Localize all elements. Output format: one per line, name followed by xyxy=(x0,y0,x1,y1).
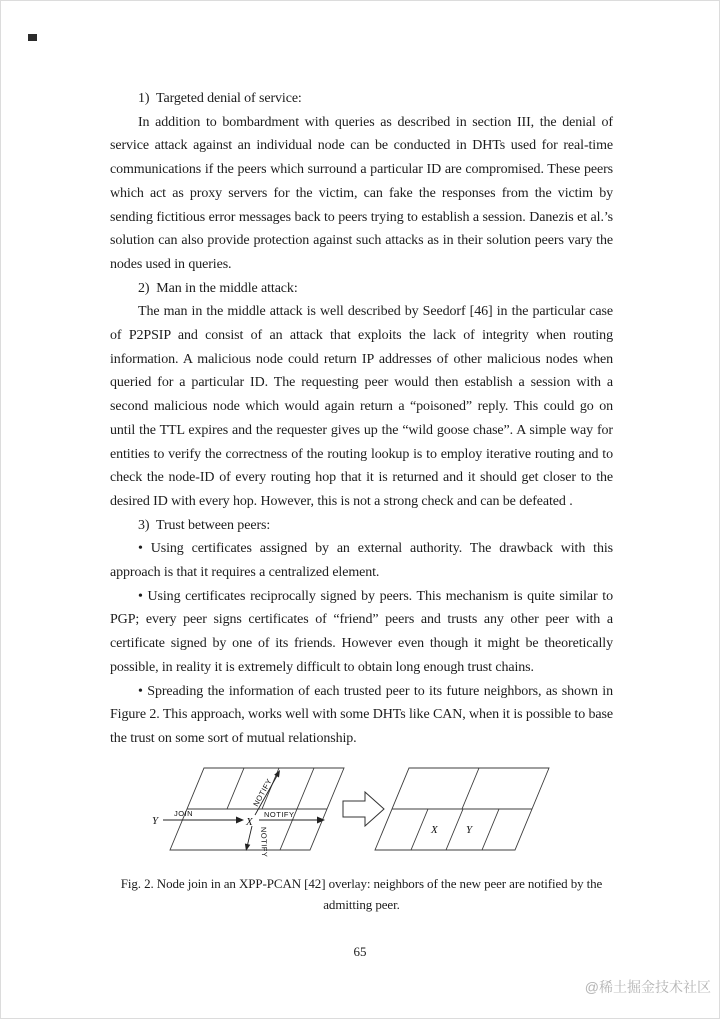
transition-arrow-icon xyxy=(343,792,384,826)
right-grid-x-label: X xyxy=(430,823,438,836)
section-heading-3: 3) Trust between peers: xyxy=(138,517,271,533)
bullet-item-3: • Spreading the information of each trusted peer to its future neighbors, as shown in Figure 2. This approach, works well with some DHTs like CAN, when it is possible to base the trust on some sort of mutual relationship. xyxy=(110,683,613,746)
page-body xyxy=(110,87,613,915)
can-overlay-diagram xyxy=(147,763,577,863)
section-heading-2: 2) Man in the middle attack: xyxy=(138,280,298,296)
figure-2 xyxy=(110,763,613,915)
notify-right-label: NOTIFY xyxy=(263,809,294,819)
page-number: 65 xyxy=(353,944,367,959)
scan-artifact-icon xyxy=(28,34,37,41)
right-can-grid xyxy=(375,768,549,850)
notify-down-label: NOTIFY xyxy=(258,826,269,858)
left-can-grid xyxy=(170,768,344,850)
right-grid-y-label: Y xyxy=(465,823,472,836)
left-grid-x-label: X xyxy=(245,815,253,828)
paragraph-1: In addition to bombardment with queries as described in section III, the denial of service attack against an individual node can be conducted in DHTs used for real-time communications if the peers which surround a particular ID are compromised. These peers which act as proxy servers for the victim, can fake the responses from the victim by sending fictitious error messages back to peers trying to establish a session. Danezis et al.’s solution can also provide protection against such attacks as in their solution peers vary the nodes used in queries. xyxy=(110,114,613,272)
join-arrow-label: JOIN xyxy=(173,808,193,818)
figure-caption: Fig. 2. Node join in an XPP-PCAN [42] overlay: neighbors of the new peer are notified by the admitting peer. xyxy=(120,875,603,912)
bullet-item-1: • Using certificates assigned by an external authority. The drawback with this approach is that it requires a centralized element. xyxy=(110,541,613,581)
left-grid-y-label: Y xyxy=(151,814,158,827)
section-heading-1: 1) Targeted denial of service: xyxy=(138,91,302,106)
watermark-text: @稀土掘金技术社区 xyxy=(584,979,711,995)
paragraph-2: The man in the middle attack is well described by Seedorf [46] in the particular case of P2PSIP and consist of an attack that exploits the lack of integrity when routing information. A malicious node could return IP addresses of other malicious nodes when queried for a particular ID. The requesting peer would then establish a session with a second malicious node which would again return a “poisoned” reply. This could go on until the TTL expires and the requester gives up the “wild goose chase”. A simple way for entities to verify the correctness of the routing lookup is to employ iterative routing and to check the node-ID of every routing hop that it is returned and it should get closer to the desired ID with every hop. However, this is not a strong check and can be defeated . xyxy=(110,304,613,509)
bullet-item-2: • Using certificates reciprocally signed by peers. This mechanism is quite similar to PGP; every peer signs certificates of “friend” peers and trusts any other peer with a certificate signed by one of its friends. However even though it might be theoretically possible, in reality it is extremely difficult to obtain long enough trust chains. xyxy=(110,588,613,675)
notify-up-label: NOTIFY xyxy=(250,776,274,808)
